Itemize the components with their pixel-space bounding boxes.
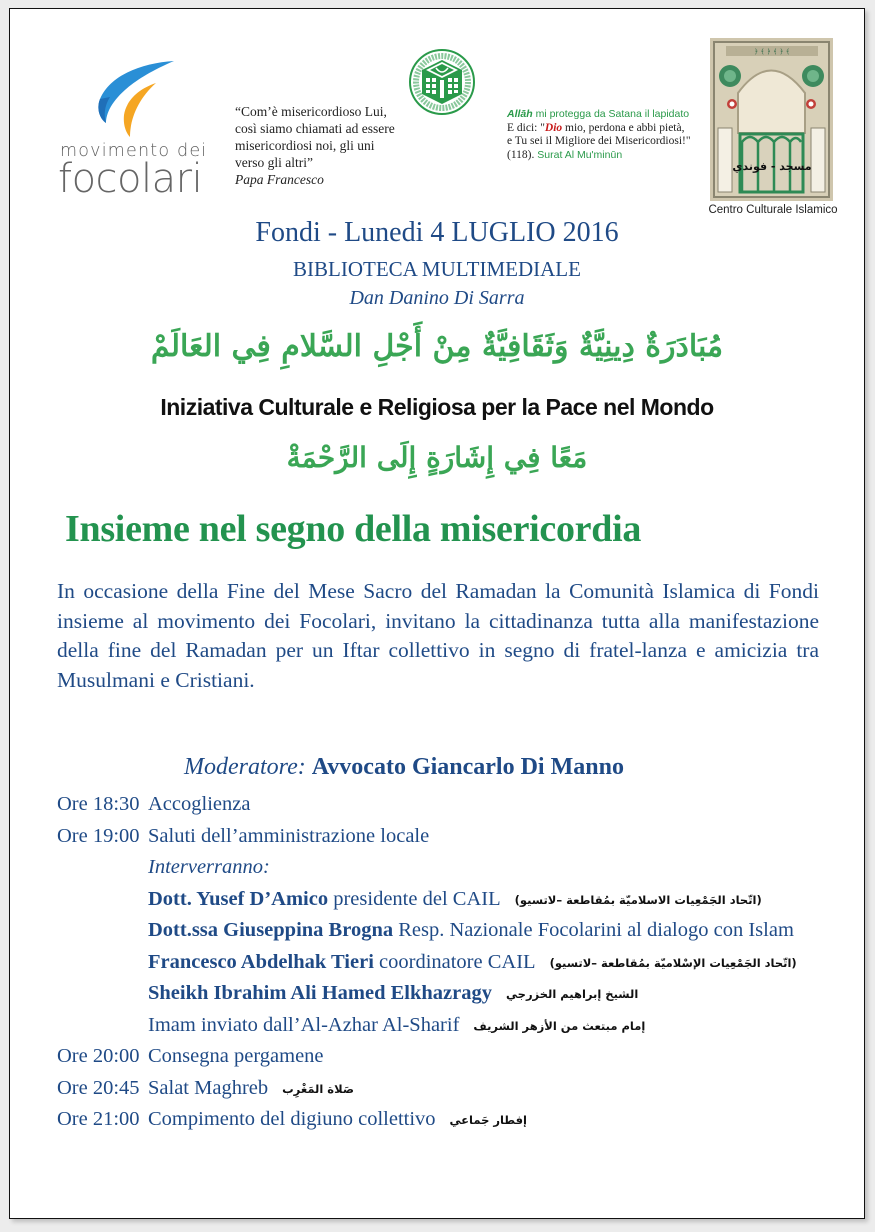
program-row xyxy=(57,821,837,853)
focolari-logo-line1: movimento dei xyxy=(60,141,208,161)
program-desc xyxy=(148,978,638,1011)
program-text: Salat Maghreb xyxy=(148,1076,269,1099)
program-row xyxy=(57,789,837,821)
program-time: Ore 20:45 xyxy=(57,1076,140,1099)
program-desc xyxy=(148,915,794,947)
program-text: Compimento del digiuno collettivo xyxy=(148,1108,436,1130)
program-text: Consegna pergamene xyxy=(148,1045,324,1067)
arabic-note: (اتّحاد الجَمْعِيات الإسْلاميّة بمُقاطعة –لاتسيو) xyxy=(549,955,797,970)
program-row xyxy=(57,852,837,884)
program-row xyxy=(57,947,837,979)
speaker-role: Resp. Nazionale Focolarini al dialogo con Islam xyxy=(393,919,794,941)
quran-line-2-post: mio, perdona e abbi pietà, xyxy=(562,121,685,134)
program-row xyxy=(57,1010,837,1042)
program-desc xyxy=(148,852,270,884)
quran-line-4 xyxy=(507,149,717,163)
speaker-name: Francesco Abdelhak Tieri xyxy=(148,950,374,973)
flyer-page xyxy=(9,8,865,1219)
program-row xyxy=(57,915,837,947)
arabic-note: إمام مبتعث من الأزهر الشريف xyxy=(473,1018,646,1033)
speaker-role: presidente del CAIL xyxy=(328,887,501,910)
program-row xyxy=(57,978,837,1010)
speaker-name: Dott.ssa Giuseppina Brogna xyxy=(148,919,394,941)
program-row xyxy=(57,884,837,916)
program-schedule xyxy=(57,789,837,1136)
moderator-label: Moderatore: xyxy=(184,754,306,780)
arabic-note: الشيخ إبراهيم الخزرجي xyxy=(506,987,639,1001)
quote-author: Papa Francesco xyxy=(235,172,324,187)
speaker-role: Imam inviato dall’Al-Azhar Al-Sharif xyxy=(148,1013,460,1036)
arabic-note: صَلاة المَغْرِب xyxy=(282,1081,354,1096)
quran-verse-number: (118). xyxy=(507,148,535,161)
focolari-logo-line2: focolari xyxy=(58,156,203,202)
intro-paragraph: In occasione della Fine del Mese Sacro del Ramadan la Comunità Islamica di Fondi insieme al movimento dei Focolari, invitano la cittadinanza tutta alla manifestazione della fine del Ramadan per un Iftar collettivo in segno di fratel-lanza e amicizia tra Musulmani e Cristiani. xyxy=(57,579,819,692)
quran-surah: Surat Al Mu'minūn xyxy=(534,148,623,161)
program-desc xyxy=(148,947,797,980)
program-time: Ore 21:00 xyxy=(57,1108,140,1130)
speaker-name: Dott. Yusef D’Amico xyxy=(148,887,329,910)
cail-emblem-icon xyxy=(408,48,476,116)
quran-line-2 xyxy=(507,122,717,136)
mosque-caption: Centro Culturale Islamico xyxy=(708,204,838,216)
program-desc xyxy=(148,789,250,821)
program-text: Accoglienza xyxy=(148,793,251,815)
moderator-name: Avvocato Giancarlo Di Manno xyxy=(311,754,624,780)
pope-quote xyxy=(235,103,420,188)
arabic-main-title: مَعًا فِي إِشَارَةٍ إِلَى الرَّحْمَةْ xyxy=(286,441,588,474)
arabic-initiative-title: مُبَادَرَةٌ دِينِيَّةٌ وَثَقَافِيَّةٌ مِنْ أَجْلِ السَّلامِ فِي العَالَمْ xyxy=(150,329,724,364)
program-desc xyxy=(148,1104,527,1137)
program-row xyxy=(57,1104,837,1136)
focolari-swoosh-icon xyxy=(92,57,176,139)
quran-line-2-pre: E dici: " xyxy=(507,121,545,134)
quran-quote xyxy=(507,108,717,162)
program-time: Ore 19:00 xyxy=(57,824,140,847)
program-time: Ore 20:00 xyxy=(57,1045,140,1067)
allah-word: Allāh xyxy=(507,108,533,120)
quran-line-1-text: mi protegga da Satana il lapidato xyxy=(532,108,690,120)
speaker-name: Sheikh Ibrahim Ali Hamed Elkhazragy xyxy=(148,982,493,1004)
venue: BIBLIOTECA MULTIMEDIALE xyxy=(293,257,581,281)
program-row xyxy=(57,1073,837,1105)
venue-name: Dan Danino Di Sarra xyxy=(349,287,525,309)
quran-line-1 xyxy=(507,108,717,122)
program-desc xyxy=(148,1073,354,1106)
mosque-label: مسجد - فوندي xyxy=(732,160,812,173)
quran-line-3: e Tu sei il Migliore dei Misericordiosi!" xyxy=(507,135,691,147)
arabic-note: إفطار جَماعي xyxy=(449,1113,527,1127)
initiative-title: Iniziativa Culturale e Religiosa per la Pace nel Mondo xyxy=(160,394,714,420)
event-date-title: Fondi - Lunedi 4 LUGLIO 2016 xyxy=(255,217,619,248)
quote-line: misericordiosi noi, gli uni xyxy=(235,138,375,153)
focolari-logo xyxy=(60,57,220,207)
program-desc xyxy=(148,884,762,917)
program-row xyxy=(57,1041,837,1073)
mosque-photo xyxy=(710,38,833,201)
main-title: Insieme nel segno della misericordia xyxy=(65,508,642,550)
dio-word: Dio xyxy=(544,121,563,134)
svg-text:﴿ ﴾ ﴿ ﴾ ﴿ ﴾: ﴿ ﴾ ﴿ ﴾ ﴿ ﴾ xyxy=(754,48,790,56)
speakers-label: Interverranno: xyxy=(148,856,270,878)
quote-line: verso gli altri” xyxy=(235,155,313,170)
program-desc xyxy=(148,821,429,853)
program-text: Saluti dell’amministrazione locale xyxy=(148,824,430,847)
program-time: Ore 18:30 xyxy=(57,793,140,815)
program-desc xyxy=(148,1010,645,1043)
moderator xyxy=(184,754,624,781)
program-desc xyxy=(148,1041,324,1073)
quote-line: “Com’è misericordioso Lui, xyxy=(235,104,387,119)
quote-line: così siamo chiamati ad essere xyxy=(235,121,395,136)
arabic-note: (اتّحاد الجَمْعِيات الاسلاميّة بمُقاطعة –لاتسيو) xyxy=(514,892,762,907)
speaker-role: coordinatore CAIL xyxy=(373,950,536,973)
